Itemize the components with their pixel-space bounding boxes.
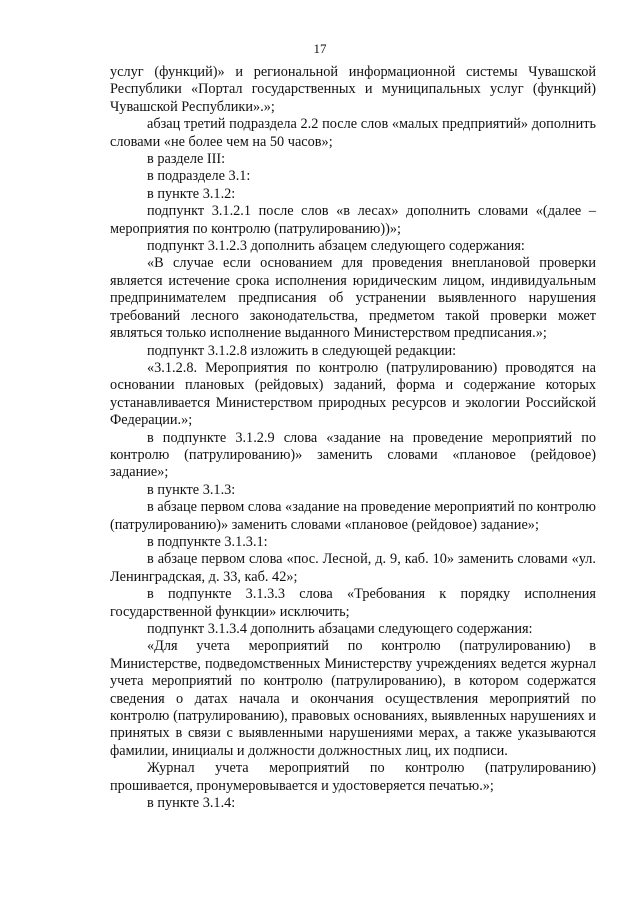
paragraph: в абзаце первом слова «задание на проведение мероприятий по контролю (патрулированию)» заменить словами «плановое (рейдовое) задание»; bbox=[110, 499, 596, 533]
paragraph: в разделе III: bbox=[147, 151, 226, 168]
paragraph: Журнал учета мероприятий по контролю (патрулированию) прошивается, пронумеровывается и удостоверяется печатью.»; bbox=[110, 760, 596, 794]
paragraph: подпункт 3.1.3.4 дополнить абзацами следующего содержания: bbox=[147, 621, 533, 637]
paragraph: абзац третий подраздела 2.2 после слов «малых предприятий» дополнить словами «не более чем на 50 часов»; bbox=[110, 116, 596, 150]
paragraph: «3.1.2.8. Мероприятия по контролю (патрулированию) проводятся на основании плановых (рейдовых) заданий, форма и содержание которых устанавливается Министерством природных ресурсов и экологии Российской Федерации.»; bbox=[110, 359, 596, 429]
paragraph: услуг (функций)» и региональной информационной системы Чувашской Республики «Портал государственных и муниципальных услуг (функций) Чувашской Республики».»; bbox=[110, 64, 596, 115]
document-body bbox=[110, 64, 596, 812]
paragraph: «В случае если основанием для проведения внеплановой проверки является истечение срока исполнения юридическим лицом, индивидуальным предпринимателем предписания об устранении выявленного нарушения требований лесного законодательства, предметом такой проверки может являться только исполнение выданного Министерством предписания.»; bbox=[110, 255, 596, 342]
paragraph: в пункте 3.1.4: bbox=[147, 795, 236, 812]
paragraph: в пункте 3.1.3: bbox=[147, 481, 236, 498]
paragraph: в подпункте 3.1.2.9 слова «задание на проведение мероприятий по контролю (патрулированию)» заменить словами «плановое (рейдовое) задание»; bbox=[110, 429, 596, 481]
paragraph: в подразделе 3.1: bbox=[147, 168, 251, 185]
paragraph: подпункт 3.1.2.3 дополнить абзацем следующего содержания: bbox=[147, 238, 525, 255]
paragraph: подпункт 3.1.2.8 изложить в следующей редакции: bbox=[147, 342, 457, 359]
paragraph: в пункте 3.1.2: bbox=[147, 185, 236, 202]
paragraph: «Для учета мероприятий по контролю (патрулированию) в Министерстве, подведомственных Министерству учреждениях ведется журнал учета мероприятий по контролю (патрулированию), в котором содержатся сведения о датах начала и окончания осуществления мероприятий по контролю (патрулированию), правовых основаниях, выявленных нарушениях и принятых в связи с выявленными нарушениями мерах, а также указываются фамилии, инициалы и должности должностных лиц, их подписи. bbox=[110, 638, 596, 759]
paragraph: подпункт 3.1.2.1 после слов «в лесах» дополнить словами «(далее – мероприятия по контролю (патрулированию))»; bbox=[110, 203, 596, 237]
page-number: 17 bbox=[313, 41, 327, 56]
paragraph: в абзаце первом слова «пос. Лесной, д. 9, каб. 10» заменить словами «ул. Ленинградская, д. 33, каб. 42»; bbox=[110, 551, 596, 585]
paragraph: в подпункте 3.1.3.1: bbox=[147, 533, 268, 550]
paragraph: в подпункте 3.1.3.3 слова «Требования к порядку исполнения государственной функции» исключить; bbox=[110, 586, 596, 620]
